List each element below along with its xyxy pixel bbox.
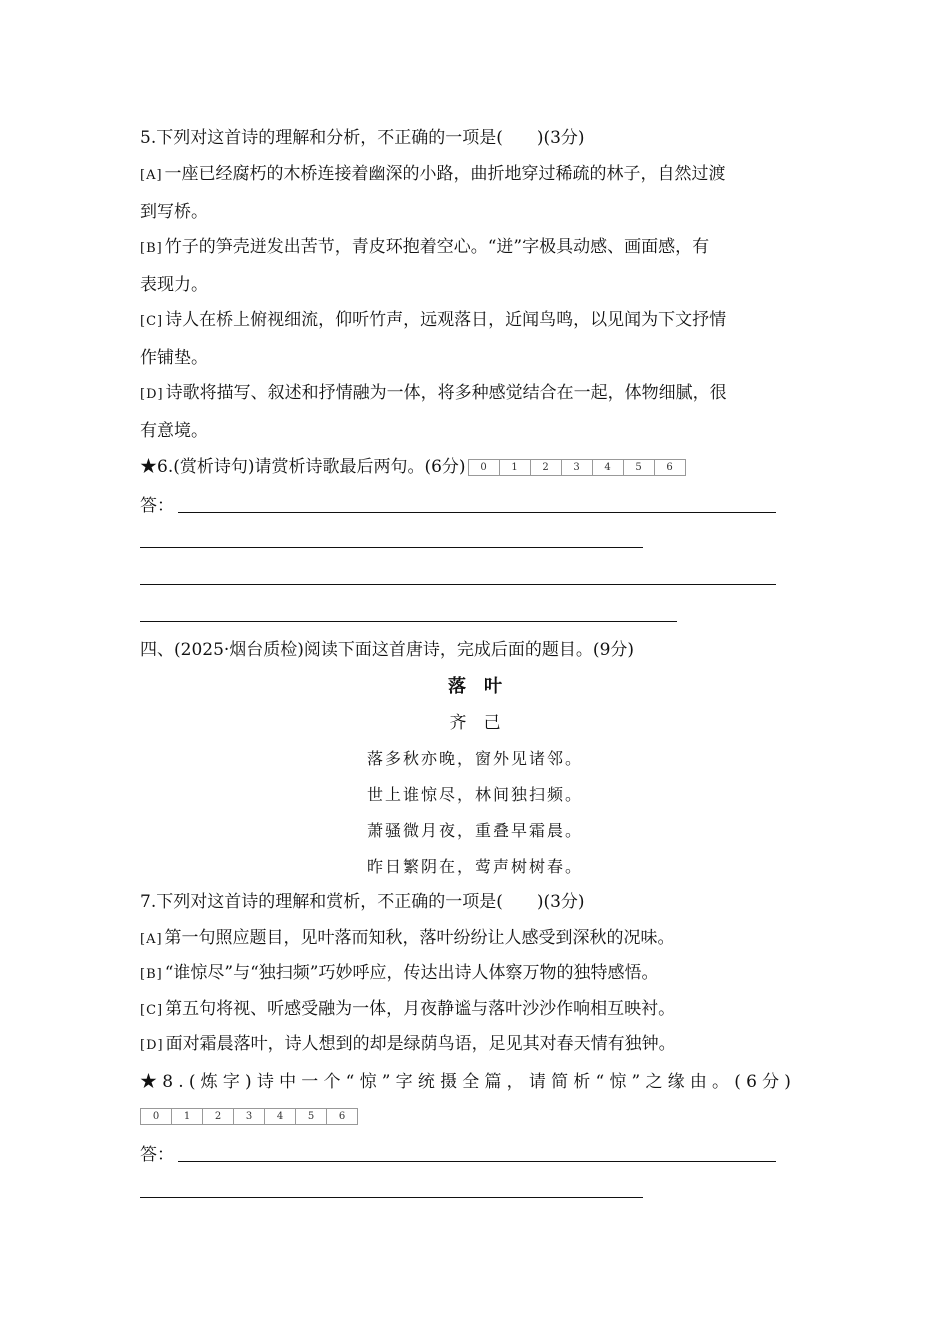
q5-option-b[interactable] [140, 235, 810, 261]
score-cell[interactable]: 4 [265, 1109, 296, 1124]
option-text: 第五句将视、听感受融为一体，月夜静谧与落叶沙沙作响相互映衬。 [165, 999, 676, 1019]
q7-stem: 7.下列对这首诗的理解和赏析，不正确的一项是( )(3分) [140, 892, 585, 912]
option-text: 诗歌将描写、叙述和抒情融为一体，将多种感觉结合在一起，体物细腻，很 [165, 383, 727, 403]
q5-option-a-cont: 到写桥。 [140, 202, 208, 222]
q5-option-a[interactable] [140, 162, 810, 188]
option-label: [A] [140, 168, 163, 183]
q6-answer-line[interactable] [178, 512, 776, 513]
poem-title: 落 叶 [448, 676, 502, 697]
poem-line: 世上谁惊尽，林间独扫频。 [366, 785, 583, 804]
q6-row [140, 455, 810, 479]
q8-answer-line[interactable] [140, 1197, 643, 1198]
score-cell[interactable]: 5 [624, 460, 655, 475]
score-cell[interactable]: 3 [234, 1109, 265, 1124]
score-cell[interactable]: 0 [469, 460, 500, 475]
poem-line: 昨日繁阴在，莺声树树春。 [366, 857, 583, 876]
q5-option-d-cont: 有意境。 [140, 421, 208, 441]
score-cell[interactable]: 5 [296, 1109, 327, 1124]
q6-answer-line[interactable] [140, 547, 643, 548]
option-label: [D] [140, 1038, 164, 1053]
q5-option-d[interactable] [140, 381, 810, 407]
q8-answer-line[interactable] [178, 1161, 776, 1162]
q8-stem: ★8.(炼字)诗中一个“惊”字统摄全篇，请简析“惊”之缘由。(6分) [140, 1072, 797, 1092]
option-text: 竹子的笋壳迸发出苦节，青皮环抱着空心。“迸”字极具动感、画面感，有 [164, 237, 710, 257]
q7-option-c[interactable] [140, 997, 810, 1023]
option-label: [D] [140, 387, 164, 402]
option-text: “谁惊尽”与“独扫频”巧妙呼应，传达出诗人体察万物的独特感悟。 [164, 963, 659, 983]
score-cell[interactable]: 3 [562, 460, 593, 475]
q5-option-b-cont: 表现力。 [140, 275, 208, 295]
q6-score-scale[interactable] [468, 459, 686, 476]
option-text: 一座已经腐朽的木桥连接着幽深的小路，曲折地穿过稀疏的林子，自然过渡 [164, 164, 726, 184]
score-cell[interactable]: 6 [666, 462, 673, 473]
q5-option-c[interactable] [140, 308, 810, 334]
q7-option-b[interactable] [140, 961, 810, 987]
option-label: [C] [140, 1003, 164, 1018]
score-cell[interactable]: 6 [338, 1111, 346, 1122]
poem-line: 落多秋亦晚，窗外见诸邻。 [366, 749, 583, 768]
option-label: [A] [140, 932, 163, 947]
score-cell[interactable]: 0 [141, 1109, 172, 1124]
score-cell[interactable]: 1 [172, 1109, 203, 1124]
option-label: [B] [140, 241, 163, 256]
q8-score-scale[interactable] [140, 1108, 358, 1125]
q6-answer-label: 答： [140, 496, 174, 516]
q6-answer-line[interactable] [140, 584, 776, 585]
option-text: 诗人在桥上俯视细流，仰听竹声，远观落日，近闻鸟鸣，以见闻为下文抒情 [165, 310, 727, 330]
option-text: 面对霜晨落叶，诗人想到的却是绿荫鸟语，足见其对春天情有独钟。 [165, 1034, 676, 1054]
q6-answer-line[interactable] [140, 621, 677, 622]
score-cell[interactable]: 4 [593, 460, 624, 475]
q6-stem: ★6.(赏析诗句)请赏析诗歌最后两句。(6分) [140, 457, 466, 477]
score-cell[interactable]: 1 [500, 460, 531, 475]
poem-author: 齐 己 [449, 713, 501, 733]
q5-option-c-cont: 作铺垫。 [140, 348, 208, 368]
section4-heading: 四、(2025·烟台质检)阅读下面这首唐诗，完成后面的题目。(9分) [140, 640, 635, 660]
q7-option-d[interactable] [140, 1032, 810, 1058]
poem-line: 萧骚微月夜，重叠早霜晨。 [366, 821, 583, 840]
score-cell[interactable]: 2 [203, 1109, 234, 1124]
q8-answer-label: 答： [140, 1145, 174, 1165]
option-text: 第一句照应题目，见叶落而知秋，落叶纷纷让人感受到深秋的况味。 [164, 928, 675, 948]
option-label: [C] [140, 314, 164, 329]
score-cell[interactable]: 2 [531, 460, 562, 475]
q5-stem: 5.下列对这首诗的理解和分析，不正确的一项是( )(3分) [140, 128, 585, 148]
q7-option-a[interactable] [140, 926, 810, 952]
option-label: [B] [140, 967, 163, 982]
q8-score-row [140, 1104, 810, 1128]
